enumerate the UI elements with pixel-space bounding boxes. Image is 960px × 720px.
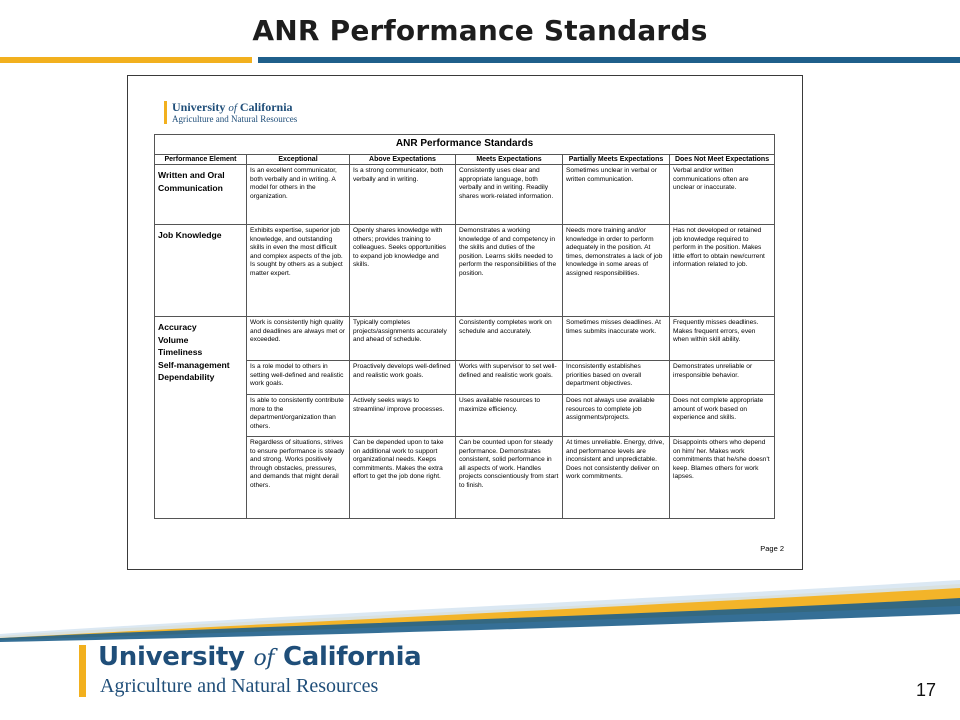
slide-title: ANR Performance Standards [252, 14, 708, 47]
table-cell: Inconsistently establishes priorities based on overall department objectives. [563, 361, 670, 395]
document-image [127, 75, 803, 570]
table-cell: Is a strong communicator, both verbally and in writing. [350, 165, 456, 225]
footer-logo [79, 642, 422, 702]
table-row [155, 361, 775, 395]
column-header: Exceptional [247, 154, 350, 165]
table-cell: Work is consistently high quality and deadlines are always met or exceeded. [247, 317, 350, 361]
document-page-label: Page 2 [760, 544, 784, 553]
table-cell: At times unreliable. Energy, drive, and performance levels are inconsistent and unpredictable. Does not consistently deliver on work commitments. [563, 437, 670, 519]
table-cell: Demonstrates a working knowledge of and competency in the skills and duties of the position. Learns skills needed to perform the responsibilities of the position. [456, 225, 563, 317]
table-header-row [155, 154, 775, 165]
table-cell: Typically completes projects/assignments accurately and ahead of schedule. [350, 317, 456, 361]
column-header: Performance Element [155, 154, 247, 165]
table-row [155, 165, 775, 225]
table-row [155, 225, 775, 317]
table-cell: Uses available resources to maximize efficiency. [456, 395, 563, 437]
table-title: ANR Performance Standards [155, 135, 775, 155]
performance-element-group: Accuracy Volume Timeliness Self-management Dependability [155, 317, 247, 519]
table-cell: Is an excellent communicator, both verbally and in writing. A model for others in the organization. [247, 165, 350, 225]
table-cell: Is able to consistently contribute more to the department/organization than others. [247, 395, 350, 437]
table-cell: Does not always use available resources to complete job assignments/projects. [563, 395, 670, 437]
table-cell: Actively seeks ways to streamline/ improve processes. [350, 395, 456, 437]
table-cell: Sometimes misses deadlines. At times submits inaccurate work. [563, 317, 670, 361]
table-cell: Has not developed or retained job knowledge required to perform in the position. Makes little effort to obtain new/current information related to job. [670, 225, 775, 317]
table-cell: Works with supervisor to set well-defined and realistic work goals. [456, 361, 563, 395]
table-cell: Exhibits expertise, superior job knowledge, and outstanding skills in even the most difficult and complex aspects of the job. Is sought by others as a subject matter expert. [247, 225, 350, 317]
performance-element: Job Knowledge [155, 225, 247, 317]
table-cell: Consistently completes work on schedule and accurately. [456, 317, 563, 361]
footer-logo-subtitle: Agriculture and Natural Resources [100, 675, 379, 697]
performance-element: Written and Oral Communication [155, 165, 247, 225]
footer-logo-bar [79, 645, 86, 697]
footer-wave [0, 580, 960, 642]
table-row [155, 395, 775, 437]
document-logo-name: University of California [172, 100, 293, 114]
table-cell: Proactively develops well-defined and realistic work goals. [350, 361, 456, 395]
table-cell: Does not complete appropriate amount of work based on experience and skills. [670, 395, 775, 437]
document-logo-subtitle: Agriculture and Natural Resources [172, 114, 298, 124]
table-cell: Openly shares knowledge with others; provides training to colleagues. Seeks opportunities to expand job knowledge and skills. [350, 225, 456, 317]
title-rule-gold [0, 57, 252, 63]
document-logo-bar [164, 101, 167, 124]
slide-number: 17 [915, 680, 936, 700]
table-cell: Needs more training and/or knowledge in order to perform adequately in the position. At times, demonstrates a lack of job knowledge in some areas of assigned responsibilities. [563, 225, 670, 317]
footer-logo-name: University of California [98, 642, 422, 672]
title-rule-blue [258, 57, 960, 63]
table-row [155, 437, 775, 519]
table-cell: Demonstrates unreliable or irresponsible behavior. [670, 361, 775, 395]
table-cell: Sometimes unclear in verbal or written communication. [563, 165, 670, 225]
table-cell: Consistently uses clear and appropriate language, both verbally and in writing. Readily shares work-related information. [456, 165, 563, 225]
column-header: Meets Expectations [456, 154, 563, 165]
column-header: Partially Meets Expectations [563, 154, 670, 165]
table-cell: Is a role model to others in setting well-defined and realistic work goals. [247, 361, 350, 395]
table-cell: Regardless of situations, strives to ensure performance is steady and strong. Works positively through obstacles, pressures, and demands that might derail others. [247, 437, 350, 519]
column-header: Does Not Meet Expectations [670, 154, 775, 165]
performance-standards-table [154, 134, 775, 519]
table-cell: Can be counted upon for steady performance. Demonstrates consistent, solid performance in all aspects of work. Handles projects conscientiously from start to finish. [456, 437, 563, 519]
table-row [155, 317, 775, 361]
column-header: Above Expectations [350, 154, 456, 165]
table-cell: Verbal and/or written communications often are unclear or inaccurate. [670, 165, 775, 225]
table-cell: Disappoints others who depend on him/ her. Makes work commitments that he/she doesn't keep. Blames others for work lapses. [670, 437, 775, 519]
table-cell: Frequently misses deadlines. Makes frequent errors, even when within skill ability. [670, 317, 775, 361]
table-cell: Can be depended upon to take on additional work to support organizational needs. Keeps commitments. Makes the extra effort to get the job done right. [350, 437, 456, 519]
